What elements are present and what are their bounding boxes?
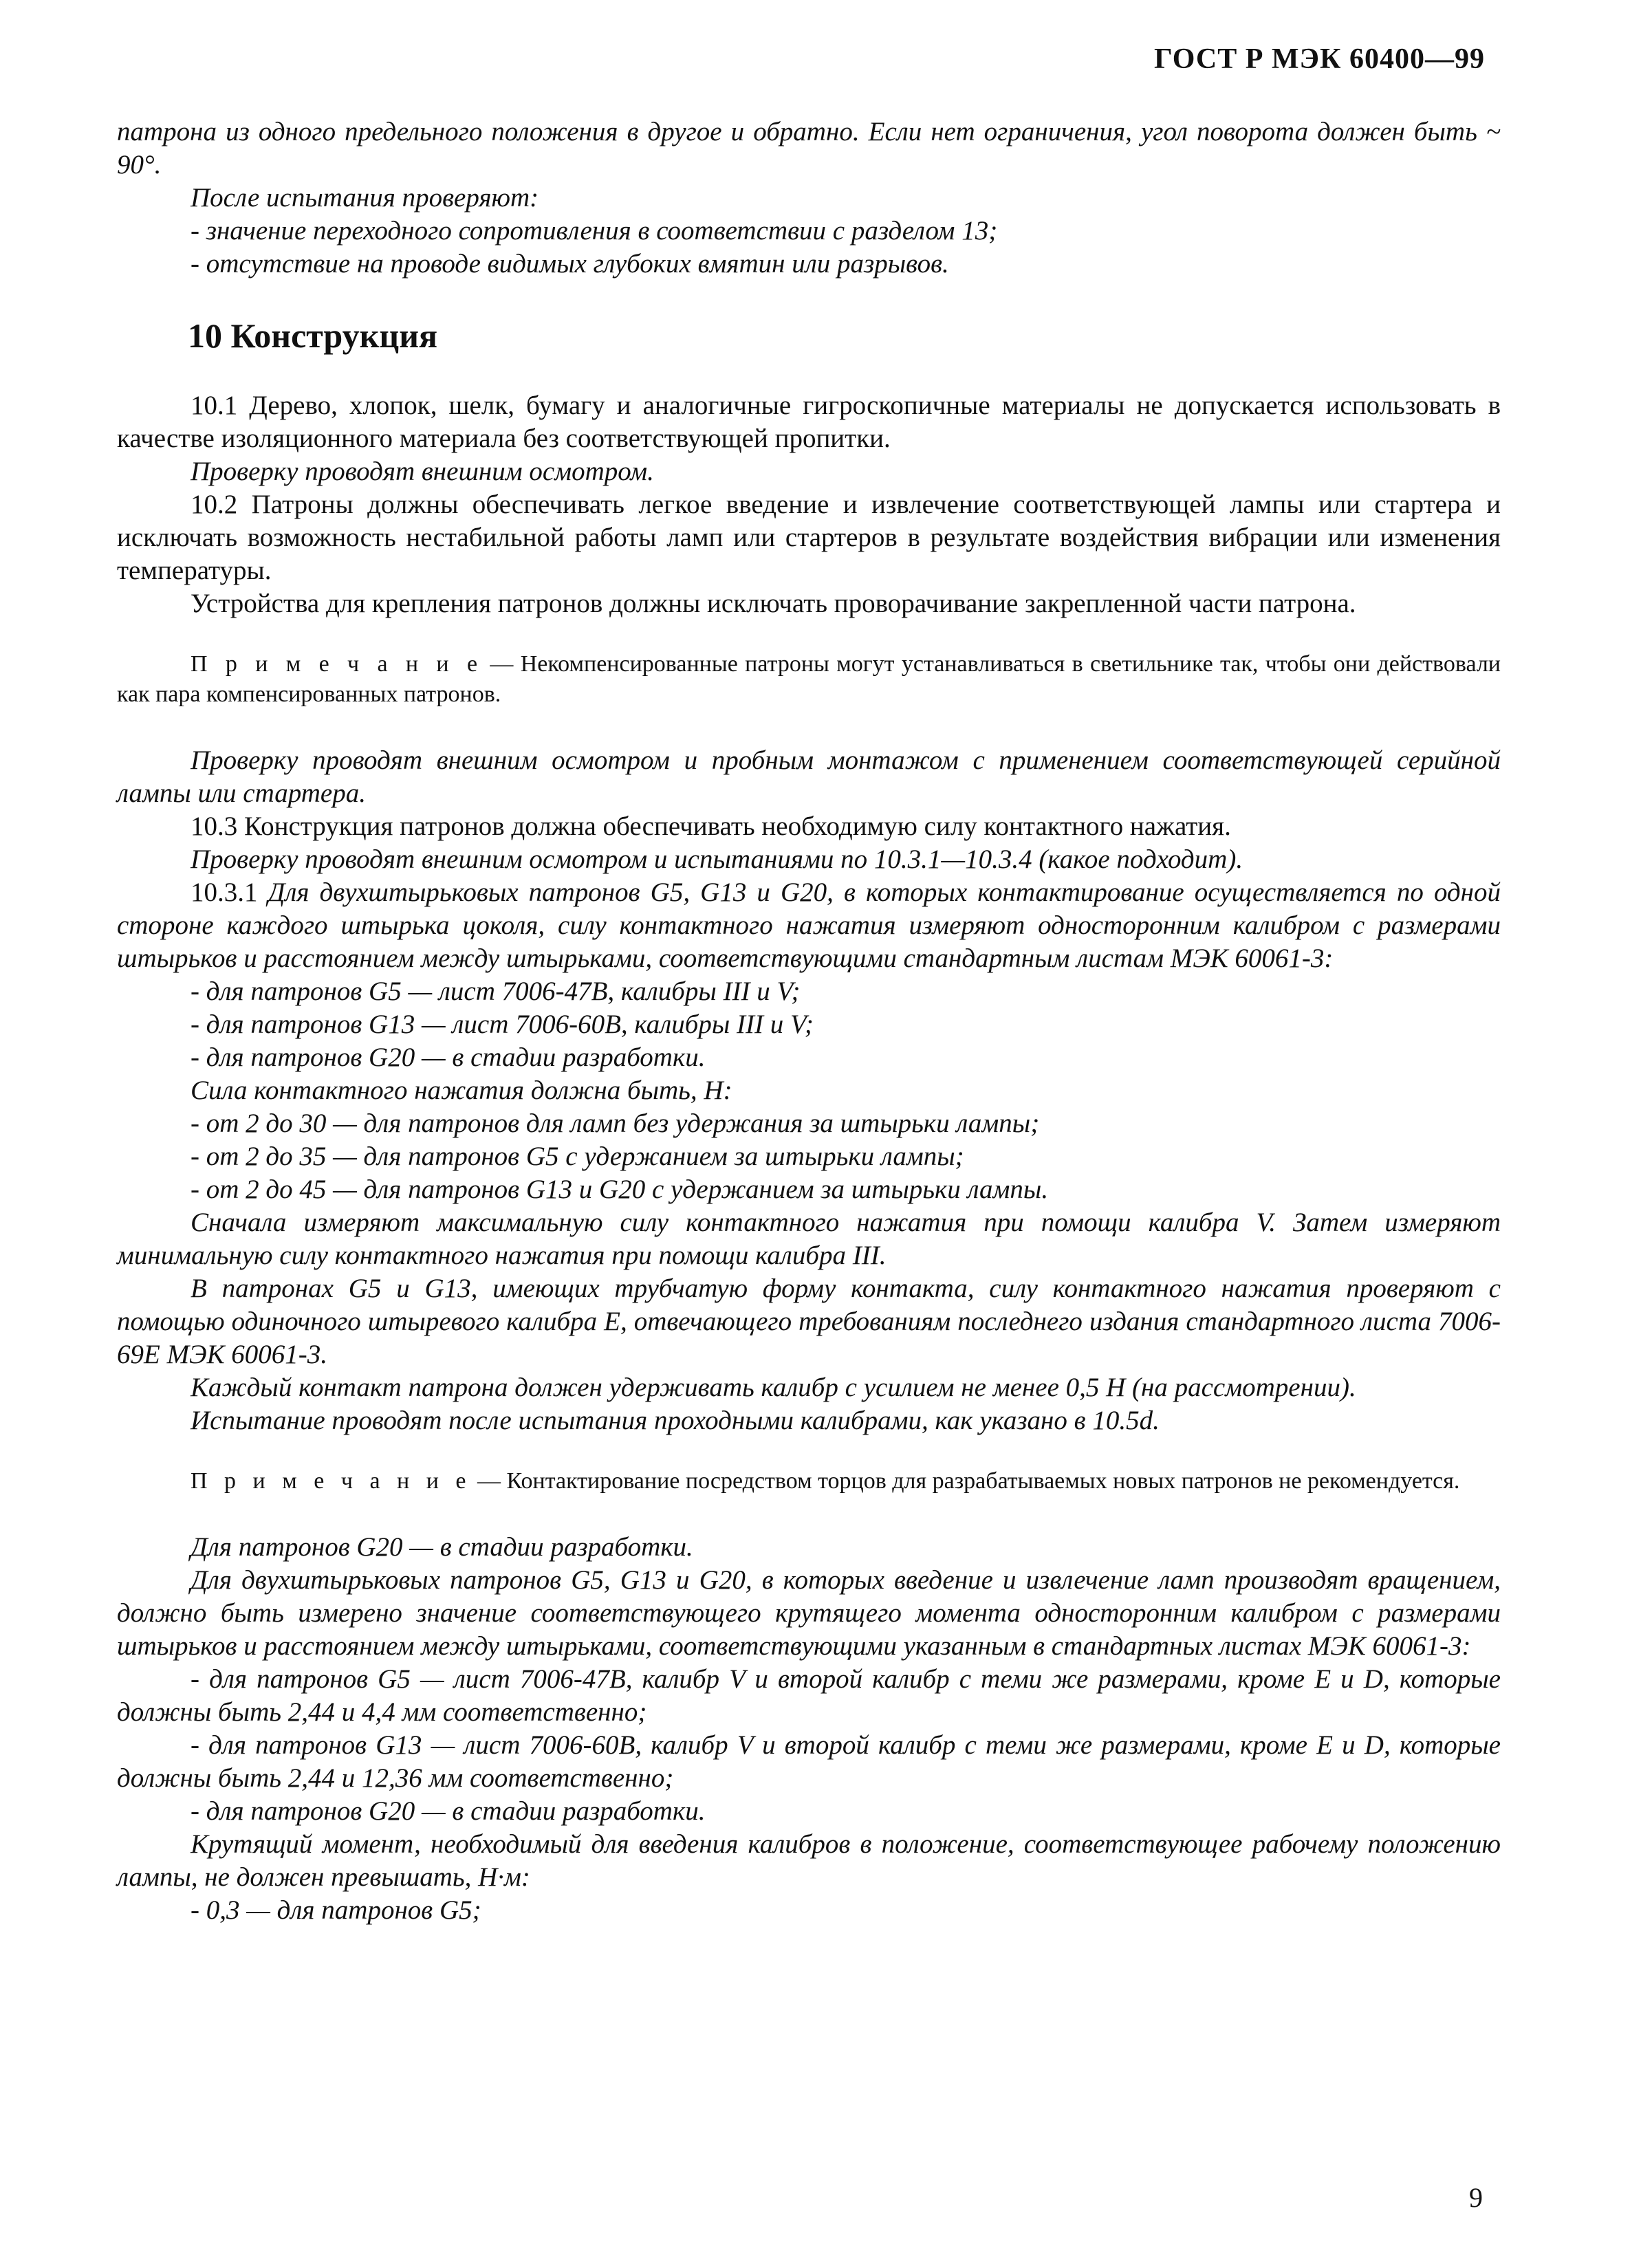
paragraph: патрона из одного предельного положения в другое и обратно. Если нет ограничения, угол поворота должен быть ~ 90°. bbox=[117, 117, 1501, 179]
list-item: - от 2 до 35 — для патронов G5 с удержанием за штырьки лампы; bbox=[191, 1142, 964, 1171]
paragraph: Крутящий момент, необходимый для введения калибров в положение, соответствующее рабочему положению лампы, не должен превышать, Н·м: bbox=[117, 1829, 1501, 1892]
paragraph: Для патронов G20 — в стадии разработки. bbox=[191, 1532, 693, 1562]
paragraph: Проверку проводят внешним осмотром и испытаниями по 10.3.1—10.3.4 (какое подходит). bbox=[191, 845, 1243, 874]
note bbox=[117, 649, 1501, 710]
document-header: ГОСТ Р МЭК 60400—99 bbox=[1154, 43, 1485, 75]
note-label: П р и м е ч а н и е bbox=[191, 651, 483, 677]
list-item: - для патронов G5 — лист 7006-47В, калибры III и V; bbox=[191, 977, 801, 1006]
list-item: - для патронов G13 — лист 7006-60В, калибр V и второй калибр с теми же размерами, кроме Е и D, которые должны быть 2,44 и 12,36 мм соответственно; bbox=[117, 1730, 1501, 1793]
list-item: - для патронов G5 — лист 7006-47В, калибр V и второй калибр с теми же размерами, кроме Е и D, которые должны быть 2,44 и 4,4 мм соответственно; bbox=[117, 1664, 1501, 1727]
list-item: - для патронов G13 — лист 7006-60В, калибры III и V; bbox=[191, 1010, 814, 1039]
clause-text: Для двухштырьковых патронов G5, G13 и G20, в которых контактирование осуществляется по одной стороне каждого штырька цоколя, силу контактного нажатия измеряют односторонним калибром с размерами штырьков и расстоянием между штырьками, соответствующими стандартным листам МЭК 60061-3: bbox=[117, 878, 1501, 973]
page-number: 9 bbox=[1469, 2182, 1483, 2213]
paragraph: Испытание проводят после испытания проходными калибрами, как указано в 10.5d. bbox=[191, 1406, 1160, 1435]
paragraph: 10.3 Конструкция патронов должна обеспечивать необходимую силу контактного нажатия. bbox=[191, 811, 1231, 841]
list-item: - от 2 до 45 — для патронов G13 и G20 с удержанием за штырьки лампы. bbox=[191, 1175, 1049, 1204]
note-label: П р и м е ч а н и е bbox=[191, 1468, 472, 1494]
page-content bbox=[117, 116, 1501, 1927]
list-item: - для патронов G20 — в стадии разработки. bbox=[191, 1796, 706, 1826]
list-item: - значение переходного сопротивления в соответствии с разделом 13; bbox=[191, 216, 998, 246]
list-item: - отсутствие на проводе видимых глубоких вмятин или разрывов. bbox=[191, 249, 949, 279]
section-heading: 10 Конструкция bbox=[188, 316, 438, 355]
note-text: — Некомпенсированные патроны могут устанавливаться в светильнике так, чтобы они действовали как пара компенсированных патронов. bbox=[117, 651, 1501, 707]
note bbox=[117, 1466, 1501, 1496]
paragraph: Сила контактного нажатия должна быть, Н: bbox=[191, 1076, 732, 1105]
paragraph bbox=[117, 876, 1501, 975]
paragraph: Проверку проводят внешним осмотром и пробным монтажом с применением соответствующей серийной лампы или стартера. bbox=[117, 745, 1501, 808]
paragraph: Каждый контакт патрона должен удерживать калибр с усилием не менее 0,5 Н (на рассмотрении). bbox=[191, 1373, 1356, 1402]
paragraph: Сначала измеряют максимальную силу контактного нажатия при помощи калибра V. Затем измеряют минимальную силу контактного нажатия при помощи калибра III. bbox=[117, 1208, 1501, 1270]
clause-number: 10.3.1 bbox=[191, 878, 268, 907]
paragraph: Для двухштырьковых патронов G5, G13 и G20, в которых введение и извлечение ламп производят вращением, должно быть измерено значение соответствующего крутящего момента односторонним калибром с размерами штырьков и расстоянием между штырьками, соответствующими указанным в стандартных листах МЭК 60061-3: bbox=[117, 1565, 1501, 1661]
list-item: - 0,3 — для патронов G5; bbox=[191, 1895, 481, 1925]
paragraph: После испытания проверяют: bbox=[191, 183, 539, 213]
paragraph: Устройства для крепления патронов должны исключать проворачивание закрепленной части патрона. bbox=[191, 589, 1356, 618]
paragraph: 10.2 Патроны должны обеспечивать легкое введение и извлечение соответствующей лампы или стартера и исключать возможность нестабильной работы ламп или стартеров в результате воздействия вибрации или изменения температуры. bbox=[117, 490, 1501, 585]
list-item: - для патронов G20 — в стадии разработки. bbox=[191, 1043, 706, 1072]
paragraph: 10.1 Дерево, хлопок, шелк, бумагу и аналогичные гигроскопичные материалы не допускается использовать в качестве изоляционного материала без соответствующей пропитки. bbox=[117, 391, 1501, 453]
paragraph: Проверку проводят внешним осмотром. bbox=[191, 457, 654, 486]
list-item: - от 2 до 30 — для патронов для ламп без удержания за штырьки лампы; bbox=[191, 1109, 1040, 1138]
note-text: — Контактирование посредством торцов для разрабатываемых новых патронов не рекомендуется. bbox=[471, 1468, 1460, 1494]
paragraph: В патронах G5 и G13, имеющих трубчатую форму контакта, силу контактного нажатия проверяют с помощью одиночного штыревого калибра Е, отвечающего требованиям последнего издания стандартного листа 7006-69Е МЭК 60061-3. bbox=[117, 1274, 1501, 1369]
